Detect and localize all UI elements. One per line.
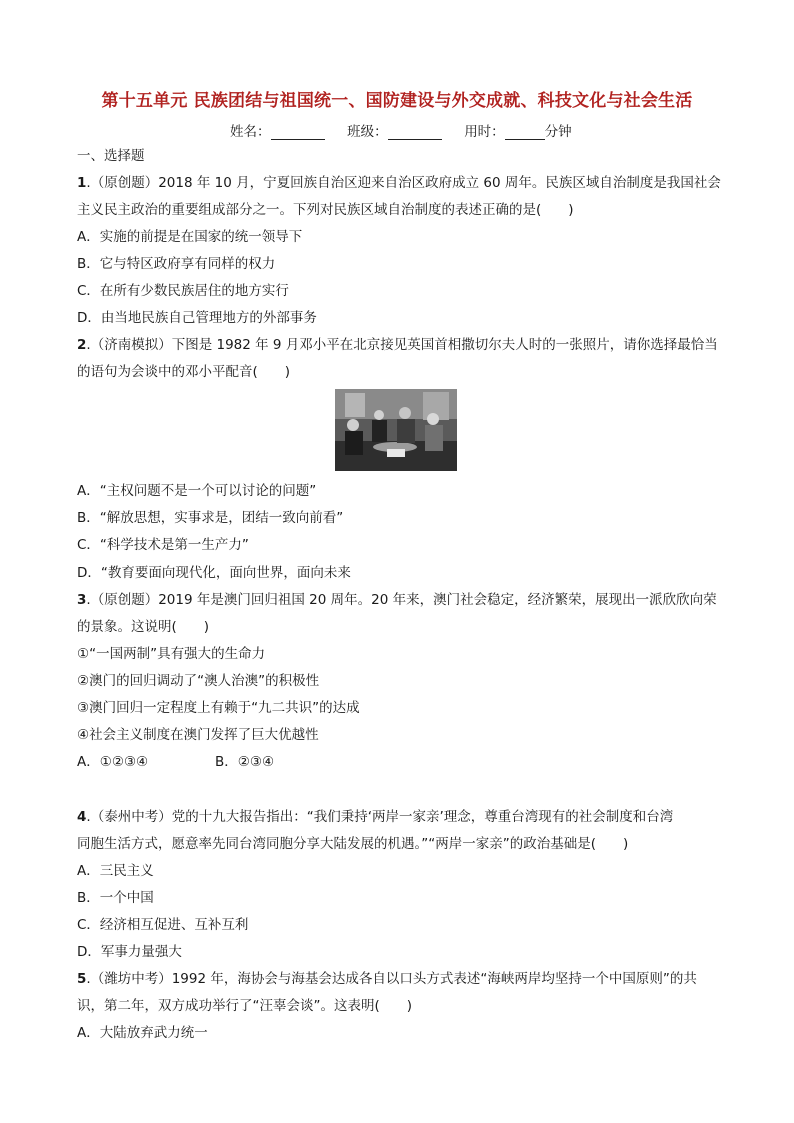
question-number: 5: [77, 971, 87, 987]
option-b[interactable]: B．一个中国: [77, 890, 154, 906]
question-4-stem: [77, 808, 673, 826]
option-d[interactable]: D．“教育要面向现代化，面向世界，面向未来: [77, 565, 351, 581]
question-1-stem: [77, 174, 721, 192]
question-text: .（泰州中考）党的十九大报告指出：“我们秉持‘两岸一家亲’理念，尊重台湾现有的社会制度和台湾: [86, 809, 674, 825]
option-d[interactable]: D．军事力量强大: [77, 944, 182, 960]
option-d[interactable]: D．由当地民族自己管理地方的外部事务: [77, 310, 317, 326]
name-blank[interactable]: [271, 125, 325, 140]
question-text: .（济南模拟）下图是 1982 年 9 月邓小平在北京接见英国首相撒切尔夫人时的一张照片，请你选择最恰当: [86, 337, 718, 353]
question-5-stem-cont: 识，第二年，双方成功举行了“汪辜会谈”。这表明( ): [77, 998, 413, 1014]
class-label: 班级：: [347, 124, 388, 140]
option-a[interactable]: A．①②③④: [77, 754, 149, 770]
unit-title: 第十五单元 民族团结与祖国统一、国防建设与外交成就、科技文化与社会生活: [101, 91, 693, 111]
option-a[interactable]: A．“主权问题不是一个可以讨论的问题”: [77, 483, 317, 499]
question-text: .（潍坊中考）1992 年，海协会与海基会达成各自以口头方式表述“海峡两岸均坚持一个中国原则”的共: [86, 971, 697, 987]
name-label: 姓名：: [230, 124, 271, 140]
options-row: [77, 753, 274, 771]
question-3-stem: [77, 591, 717, 609]
question-text: .（原创题）2019 年是澳门回归祖国 20 周年。20 年来，澳门社会稳定，经济繁荣，展现出一派欣欣向荣: [86, 592, 717, 608]
question-5-stem: [77, 970, 697, 988]
question-number: 4: [77, 809, 87, 825]
time-unit: 分钟: [544, 124, 572, 140]
option-a[interactable]: A．实施的前提是在国家的统一领导下: [77, 229, 303, 245]
section-heading: 一、选择题: [77, 148, 145, 164]
question-3-stem-cont: 的景象。这说明( ): [77, 619, 210, 635]
option-b[interactable]: B．它与特区政府享有同样的权力: [77, 256, 276, 272]
statement-4: ④社会主义制度在澳门发挥了巨大优越性: [77, 727, 319, 743]
option-a[interactable]: A．大陆放弃武力统一: [77, 1025, 208, 1041]
question-number: 1: [77, 175, 87, 191]
option-c[interactable]: C．“科学技术是第一生产力”: [77, 537, 249, 553]
option-c[interactable]: C．在所有少数民族居住的地方实行: [77, 283, 289, 299]
option-a[interactable]: A．三民主义: [77, 863, 154, 879]
statement-1: ①“一国两制”具有强大的生命力: [77, 646, 266, 662]
question-4-stem-cont: 同胞生活方式，愿意率先同台湾同胞分享大陆发展的机遇。”“两岸一家亲”的政治基础是( ): [77, 836, 629, 852]
time-label: 用时：: [464, 124, 505, 140]
time-blank[interactable]: [505, 125, 545, 140]
meeting-photo-icon: [335, 389, 457, 471]
question-text: .（原创题）2018 年 10 月，宁夏回族自治区迎来自治区政府成立 60 周年。民族区域自治制度是我国社会: [86, 175, 721, 191]
student-info-row: [230, 120, 572, 140]
question-2-stem-cont: 的语句为会谈中的邓小平配音( ): [77, 364, 291, 380]
question-1-stem-cont: 主义民主政治的重要组成部分之一。下列对民族区域自治制度的表述正确的是( ): [77, 202, 574, 218]
question-number: 2: [77, 337, 87, 353]
option-c[interactable]: C．经济相互促进、互补互利: [77, 917, 249, 933]
class-blank[interactable]: [388, 125, 442, 140]
question-2-stem: [77, 336, 718, 354]
statement-3: ③澳门回归一定程度上有赖于“九二共识”的达成: [77, 700, 360, 716]
option-b[interactable]: B．②③④: [215, 754, 275, 770]
question-number: 3: [77, 592, 87, 608]
option-b[interactable]: B．“解放思想，实事求是，团结一致向前看”: [77, 510, 344, 526]
statement-2: ②澳门的回归调动了“澳人治澳”的积极性: [77, 673, 320, 689]
